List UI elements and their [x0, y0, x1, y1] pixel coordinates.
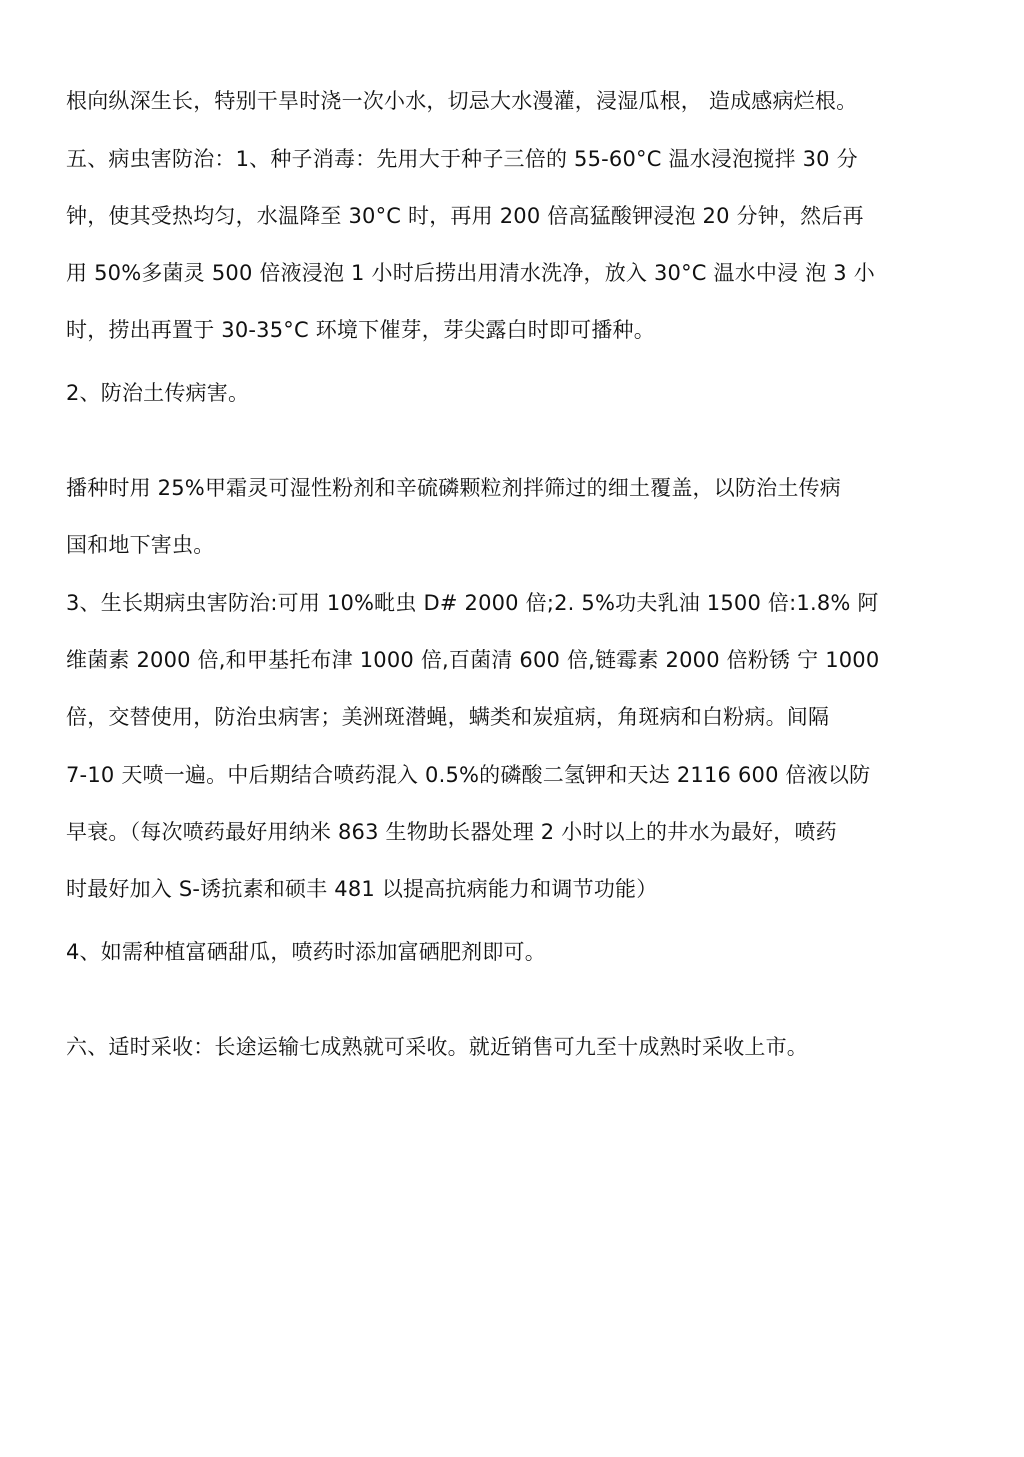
- text-line-15: 4、如需种植富硒甜瓜，喷药时添加富硒肥剂即可。: [66, 940, 546, 964]
- text-line-16: 六、适时采收：长途运输七成熟就可采收。就近销售可九至十成熟时采收上市。: [66, 1035, 808, 1059]
- text-line-1: 根向纵深生长，特别干旱时浇一次小水，切忌大水漫灌，浸湿瓜根， 造成感病烂根。: [66, 89, 858, 113]
- text-line-5: 时，捞出再置于 30-35°C 环境下催芽，芽尖露白时即可播种。: [66, 318, 655, 342]
- text-line-14: 时最好加入 S-诱抗素和硕丰 481 以提高抗病能力和调节功能）: [66, 877, 658, 901]
- text-line-6: 2、防治土传病害。: [66, 381, 250, 405]
- text-line-13: 早衰。（每次喷药最好用纳米 863 生物助长器处理 2 小时以上的井水为最好，喷药: [66, 820, 837, 844]
- text-line-3: 钟，使其受热均匀，水温降至 30°C 时，再用 200 倍高猛酸钾浸泡 20 分钟，然后再: [66, 204, 864, 228]
- text-line-8: 国和地下害虫。: [66, 533, 215, 557]
- text-line-11: 倍，交替使用，防治虫病害；美洲斑潜蝇，螨类和炭疽病，角斑病和白粉病。间隔: [66, 705, 830, 729]
- text-line-4: 用 50%多菌灵 500 倍液浸泡 1 小时后捞出用清水洗净，放入 30°C 温水中浸 泡 3 小: [66, 261, 875, 285]
- text-line-2: 五、病虫害防治：1、种子消毒：先用大于种子三倍的 55-60°C 温水浸泡搅拌 30 分: [66, 147, 858, 171]
- text-line-12: 7-10 天喷一遍。中后期结合喷药混入 0.5%的磷酸二氢钾和天达 2116 600 倍液以防: [66, 763, 871, 787]
- text-line-7: 播种时用 25%甲霜灵可湿性粉剂和辛硫磷颗粒剂拌筛过的细土覆盖，以防治土传病: [66, 476, 841, 500]
- text-line-9: 3、生长期病虫害防治:可用 10%毗虫 D# 2000 倍;2. 5%功夫乳油 1500 倍:1.8% 阿: [66, 591, 879, 615]
- text-line-10: 维菌素 2000 倍,和甲基托布津 1000 倍,百菌清 600 倍,链霉素 2000 倍粉锈 宁 1000: [66, 648, 880, 672]
